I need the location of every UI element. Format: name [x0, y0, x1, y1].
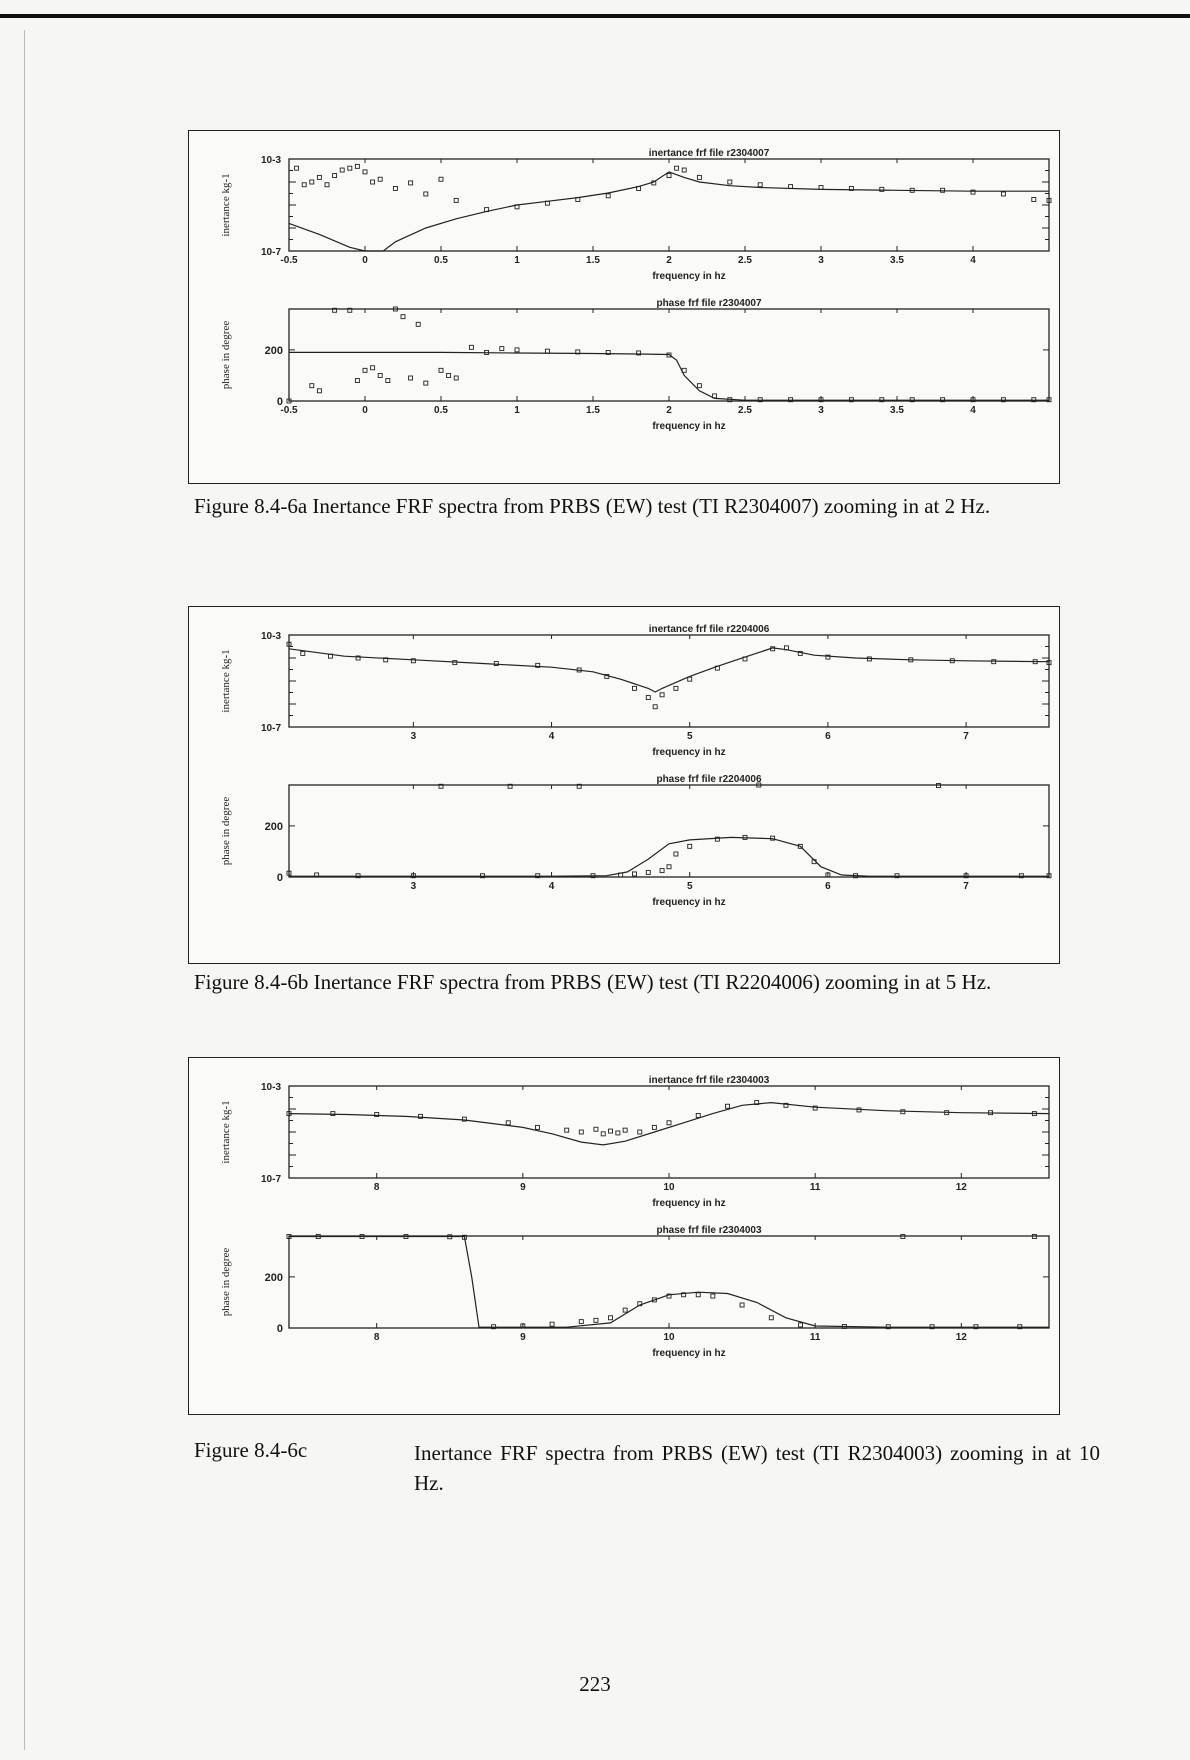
data-point [355, 164, 359, 168]
x-axis-label: frequency in hz [652, 747, 726, 758]
y-tick-label: 10-7 [260, 723, 281, 734]
data-point [594, 1127, 598, 1131]
figure-b-caption-number: Figure 8.4-6b [194, 970, 309, 994]
data-point [616, 1131, 620, 1135]
data-point [340, 168, 344, 172]
data-point [697, 175, 701, 179]
data-point [378, 177, 382, 181]
x-tick-label: 3 [818, 255, 824, 266]
x-tick-label: 3 [410, 881, 417, 892]
data-point [401, 315, 405, 319]
data-point [424, 381, 428, 385]
x-tick-label: 4 [548, 881, 555, 892]
data-point [594, 1318, 598, 1322]
data-point [623, 1128, 627, 1132]
data-point [295, 166, 299, 170]
y-axis-label: inertance kg-1 [220, 173, 232, 237]
x-tick-label: 10 [663, 1182, 675, 1193]
x-tick-label: 8 [373, 1182, 380, 1193]
data-point [565, 1128, 569, 1132]
figure-a-caption [194, 492, 1094, 520]
data-point [500, 347, 504, 351]
figure-a-caption-number: Figure 8.4-6a [194, 494, 308, 518]
x-tick-label: 3 [410, 731, 417, 742]
data-point [609, 1316, 613, 1320]
data-point [506, 1121, 510, 1125]
data-point [371, 180, 375, 184]
data-point [769, 1316, 773, 1320]
y-axis-label: phase in degree [220, 1247, 232, 1317]
data-point [880, 187, 884, 191]
x-axis-label: frequency in hz [652, 271, 726, 282]
data-point [424, 192, 428, 196]
y-axis-label: phase in degree [220, 796, 232, 866]
y-tick-label: 10-3 [260, 155, 281, 166]
data-point [409, 376, 413, 380]
y-axis-label: phase in degree [220, 320, 232, 390]
x-tick-label: 3.5 [890, 405, 904, 416]
data-point [740, 1303, 744, 1307]
y-tick-label: 10-7 [260, 1174, 281, 1185]
figure-a-frame [188, 130, 1060, 484]
data-point [728, 180, 732, 184]
panel-c-1 [220, 1225, 1049, 1359]
plot-title: phase frf file r2304003 [656, 1225, 762, 1236]
x-tick-label: 3 [818, 405, 824, 416]
data-point [711, 1294, 715, 1298]
data-point [696, 1113, 700, 1117]
data-point [674, 852, 678, 856]
data-point [371, 366, 375, 370]
x-tick-label: 5 [686, 731, 693, 742]
plot-title: phase frf file r2304007 [656, 298, 762, 309]
y-tick-label: 0 [276, 1323, 283, 1335]
figure-b-caption [194, 968, 1094, 996]
page-edge [24, 30, 25, 1750]
data-point [675, 166, 679, 170]
panel-a-1 [220, 298, 1051, 432]
panel-b-0 [220, 624, 1051, 758]
panel-a-0 [220, 148, 1051, 282]
y-tick-label: 10-3 [260, 1082, 281, 1093]
plot-frame [289, 635, 1049, 727]
data-point [632, 872, 636, 876]
data-point [535, 1125, 539, 1129]
x-tick-label: 7 [963, 881, 969, 892]
data-point [317, 389, 321, 393]
x-tick-label: 1.5 [586, 405, 600, 416]
data-point [515, 348, 519, 352]
data-point [363, 170, 367, 174]
x-tick-label: 10 [663, 1332, 675, 1343]
x-tick-label: 1 [514, 405, 520, 416]
data-point [310, 384, 314, 388]
x-tick-label: 5 [686, 881, 693, 892]
x-tick-label: 0.5 [434, 405, 448, 416]
plot-frame [289, 159, 1049, 251]
data-point [579, 1130, 583, 1134]
data-point [660, 693, 664, 697]
y-axis-label: inertance kg-1 [220, 1100, 232, 1164]
data-point [638, 1130, 642, 1134]
x-tick-label: 1.5 [586, 255, 600, 266]
x-axis-label: frequency in hz [652, 897, 726, 908]
y-tick-label: 200 [264, 820, 283, 833]
data-point [393, 186, 397, 190]
data-point [409, 181, 413, 185]
x-tick-label: 4 [970, 255, 976, 266]
top-rule [0, 14, 1190, 18]
x-tick-label: 0 [362, 405, 368, 416]
data-point [667, 174, 671, 178]
data-point [454, 198, 458, 202]
data-point [682, 168, 686, 172]
y-tick-label: 200 [264, 1271, 283, 1284]
y-tick-label: 0 [276, 872, 283, 884]
data-point [469, 345, 473, 349]
data-point [697, 384, 701, 388]
data-point [317, 175, 321, 179]
data-point [355, 379, 359, 383]
series-line-1 [289, 1237, 1049, 1328]
x-tick-label: 2.5 [738, 255, 752, 266]
x-tick-label: 4 [548, 731, 555, 742]
page-number: 223 [579, 1672, 611, 1696]
data-point [799, 1323, 803, 1327]
series-line-1 [289, 648, 1049, 692]
data-point [696, 1293, 700, 1297]
x-axis-label: frequency in hz [652, 1198, 726, 1209]
data-point [674, 686, 678, 690]
data-point [758, 183, 762, 187]
figure-c-caption-number: Figure 8.4-6c [194, 1438, 308, 1462]
data-point [688, 677, 692, 681]
data-point [363, 368, 367, 372]
data-point [667, 865, 671, 869]
data-point [447, 373, 451, 377]
plot-frame [289, 785, 1049, 877]
x-tick-label: 2.5 [738, 405, 752, 416]
plot-title: inertance frf file r2204006 [648, 624, 770, 635]
panel-b-1 [220, 774, 1051, 908]
data-point [653, 705, 657, 709]
data-point [454, 376, 458, 380]
x-tick-label: 9 [520, 1182, 526, 1193]
x-tick-label: 3.5 [890, 255, 904, 266]
data-point [416, 322, 420, 326]
data-point [1001, 192, 1005, 196]
series-line-1 [289, 172, 1049, 251]
x-tick-label: 12 [955, 1332, 967, 1343]
x-tick-label: 0 [362, 255, 368, 266]
plot-title: phase frf file r2204006 [656, 774, 762, 785]
data-point [646, 696, 650, 700]
x-tick-label: -0.5 [280, 255, 298, 266]
data-point [545, 349, 549, 353]
x-tick-label: 4 [970, 405, 976, 416]
x-tick-label: 1 [514, 255, 520, 266]
panel-c-0 [220, 1075, 1049, 1209]
series-line-1 [289, 352, 1049, 400]
x-tick-label: 6 [825, 881, 831, 892]
data-point [494, 662, 498, 666]
y-tick-label: 10-3 [260, 631, 281, 642]
data-point [606, 194, 610, 198]
data-point [623, 1308, 627, 1312]
data-point [439, 177, 443, 181]
x-tick-label: 9 [520, 1332, 526, 1343]
y-axis-label: inertance kg-1 [220, 649, 232, 713]
x-tick-label: -0.5 [280, 405, 298, 416]
x-tick-label: 11 [809, 1332, 821, 1343]
x-tick-label: 2 [666, 255, 672, 266]
x-tick-label: 6 [825, 731, 831, 742]
figure-b-frame [188, 606, 1060, 964]
data-point [302, 183, 306, 187]
data-point [333, 174, 337, 178]
figure-a-caption-text: Inertance FRF spectra from PRBS (EW) test (TI R2304007) zooming in at 2 Hz. [312, 494, 991, 518]
figure-c-frame [188, 1057, 1060, 1415]
data-point [667, 1121, 671, 1125]
data-point [688, 844, 692, 848]
data-point [386, 379, 390, 383]
data-point [646, 870, 650, 874]
plot-frame [289, 1086, 1049, 1178]
series-line-1 [289, 1103, 1049, 1145]
y-tick-label: 200 [264, 344, 283, 357]
figure-b-chart [189, 607, 1059, 967]
data-point [609, 1129, 613, 1133]
plot-title: inertance frf file r2304007 [648, 148, 770, 159]
data-point [1032, 197, 1036, 201]
x-tick-label: 11 [809, 1182, 821, 1193]
x-tick-label: 7 [963, 731, 969, 742]
y-tick-label: 0 [276, 396, 283, 408]
data-point [325, 183, 329, 187]
figure-c-chart [189, 1058, 1059, 1418]
figure-a-chart [189, 131, 1059, 491]
x-tick-label: 8 [373, 1332, 380, 1343]
series-line-1 [289, 837, 1049, 876]
data-point [348, 166, 352, 170]
x-axis-label: frequency in hz [652, 1348, 726, 1359]
data-point [378, 373, 382, 377]
data-point [601, 1132, 605, 1136]
data-point [652, 1125, 656, 1129]
data-point [439, 368, 443, 372]
y-tick-label: 10-7 [260, 247, 281, 258]
figure-c-caption-text: Inertance FRF spectra from PRBS (EW) test (TI R2304003) zooming in at 10 Hz. [414, 1441, 1100, 1495]
data-point [660, 869, 664, 873]
data-point [579, 1320, 583, 1324]
data-point [725, 1104, 729, 1108]
figure-b-caption-text: Inertance FRF spectra from PRBS (EW) test (TI R2204006) zooming in at 5 Hz. [313, 970, 992, 994]
plot-title: inertance frf file r2304003 [648, 1075, 770, 1086]
data-point [310, 180, 314, 184]
x-tick-label: 2 [666, 405, 672, 416]
x-tick-label: 0.5 [434, 255, 448, 266]
plot-frame [289, 1236, 1049, 1328]
x-axis-label: frequency in hz [652, 421, 726, 432]
data-point [301, 651, 305, 655]
data-point [550, 1322, 554, 1326]
data-point [632, 686, 636, 690]
data-point [331, 1112, 335, 1116]
x-tick-label: 12 [955, 1182, 967, 1193]
